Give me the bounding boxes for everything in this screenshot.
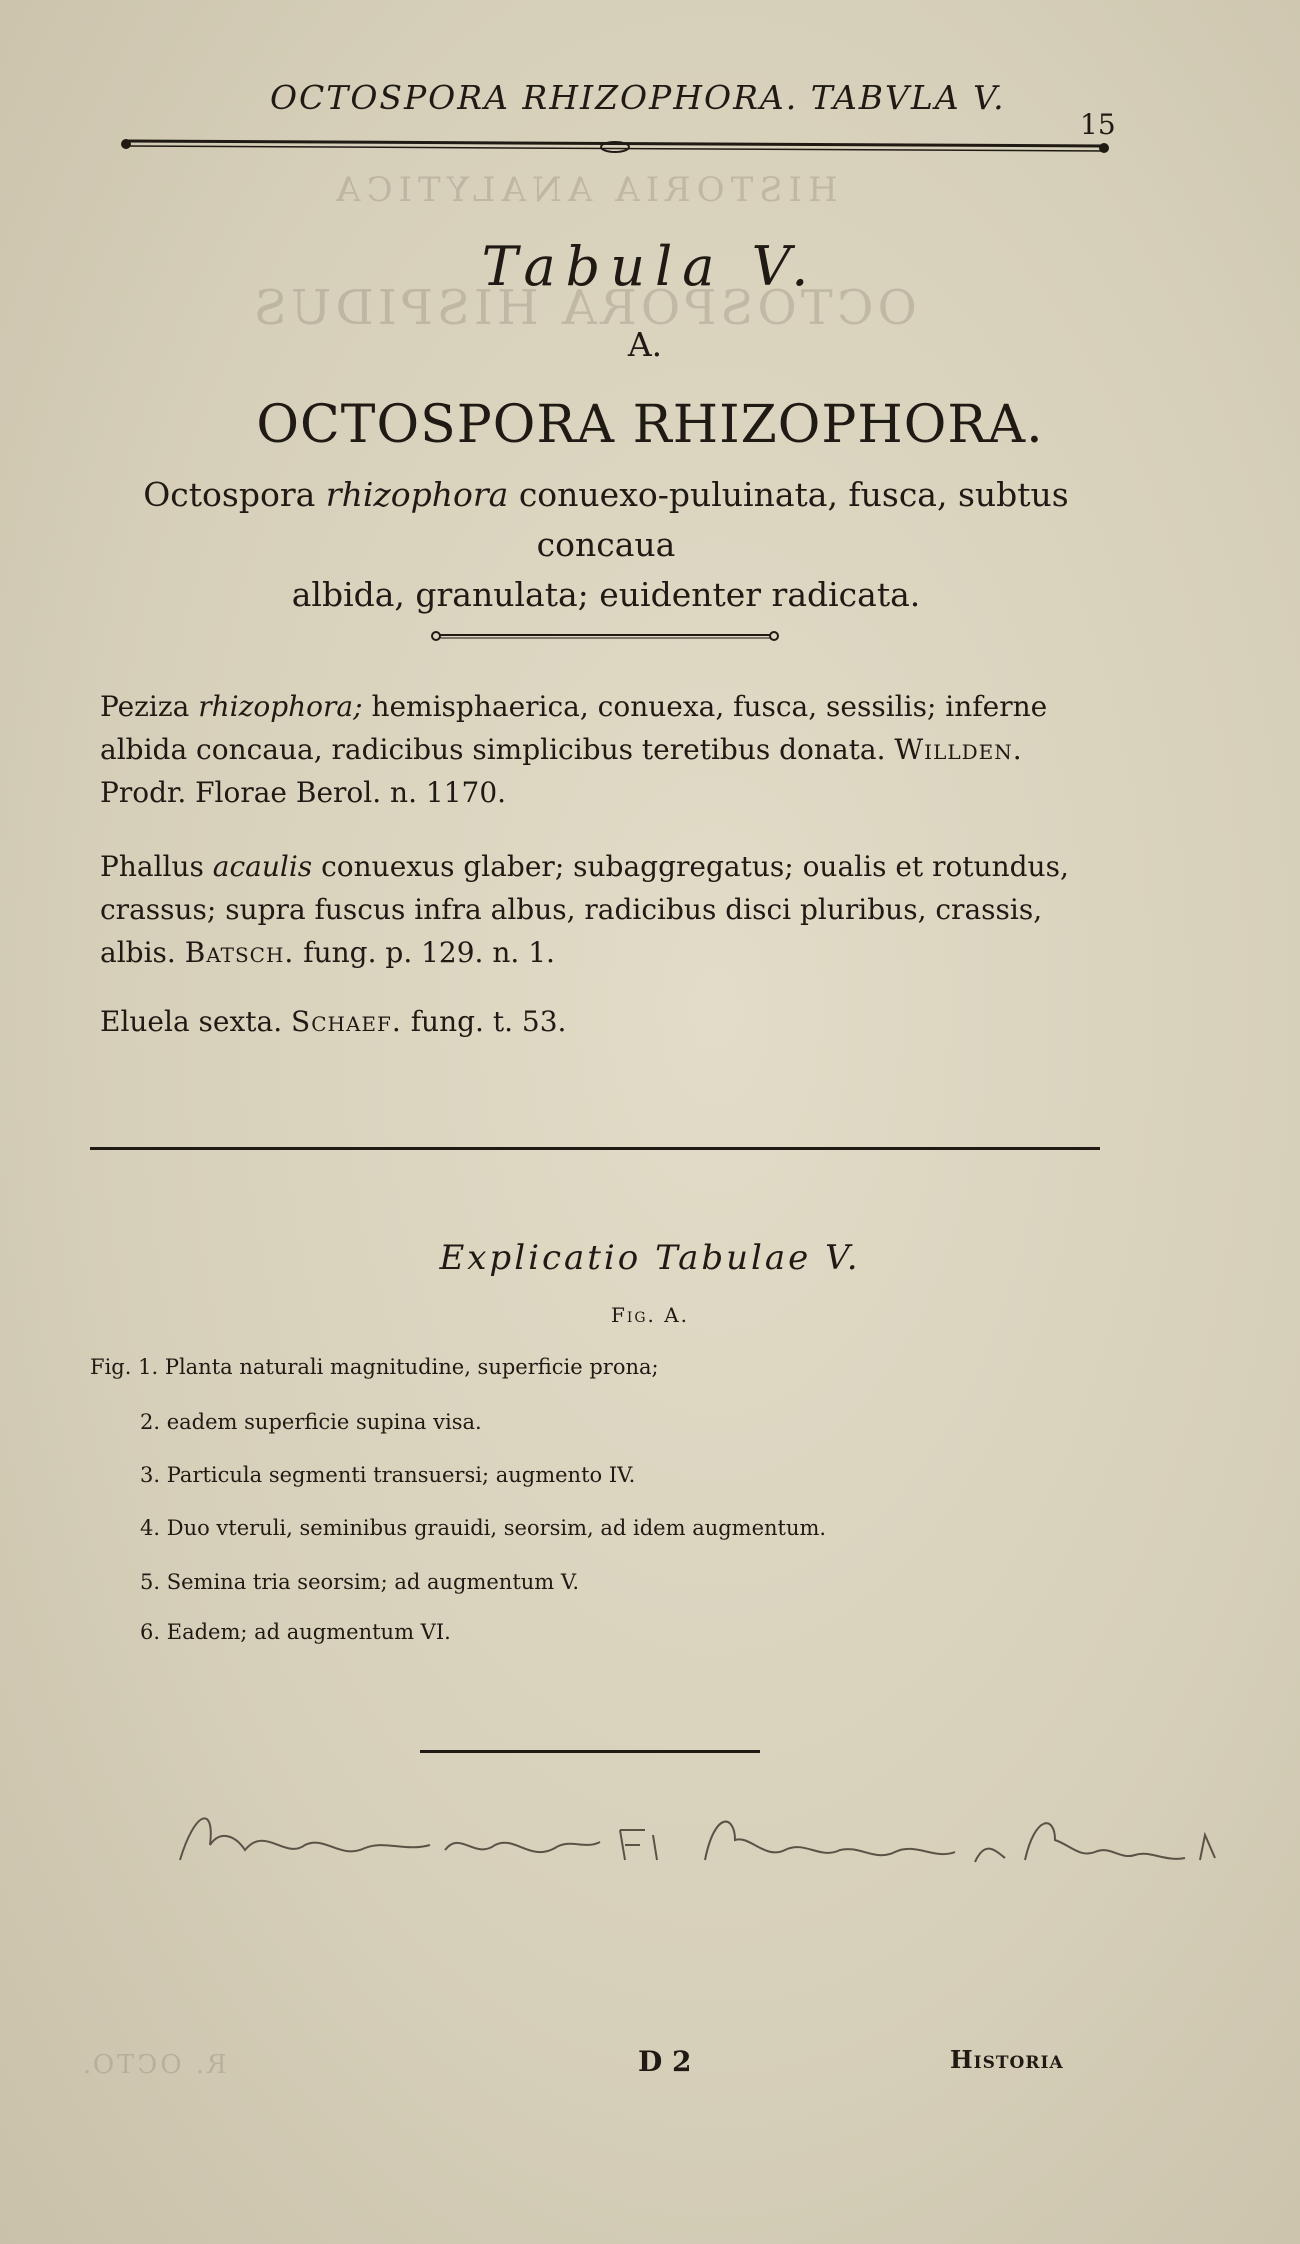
synonym-phallus [100,845,1108,974]
handwritten-annotation [175,1790,1235,1880]
catchword: Historia [950,2045,1064,2074]
diagnosis-text-1: conuexo-puluinata, fusca, subtus concaua [518,475,1069,564]
figure-text: Particula segmenti transuersi; augmento IV. [166,1463,636,1487]
species-diagnosis [102,470,1110,620]
figure-text: Eadem; ad augmentum VI. [166,1620,451,1644]
synonym-reference: fung. t. 53. [410,1005,567,1038]
figure-number: Fig. 1. [90,1355,159,1379]
synonym-reference: Prodr. Florae Berol. n. 1170. [100,776,507,809]
synonym-author: Batsch. [184,936,295,969]
running-head: OCTOSPORA RHIZOPHORA. TABVLA V. [270,78,1006,117]
figure-number: 5. [140,1570,161,1594]
synonym-author: Willden. [894,733,1023,766]
synonym-description: hemisphaerica, conuexa, fusca, sessilis; inferne albida concaua, radicibus simplicibus teretibus donata. [100,690,1048,766]
explanation-title: Explicatio Tabulae V. [439,1238,861,1278]
synonym-eluela [100,1000,1108,1043]
figure-text: Duo vteruli, seminibus grauidi, seorsim, ad idem augmentum. [166,1516,827,1540]
synonym-epithet: rhizophora; [198,690,363,723]
synonym-genus: Eluela sexta. [100,1005,283,1038]
handwritten-annotation-text: Rhizina laevigata Fr. British Discomycetes Phillips page 41 [175,1790,205,1791]
synonym-peziza [100,685,1108,814]
ornamental-rule-middle [430,630,780,642]
closing-rule [420,1750,760,1753]
synonym-genus: Peziza [100,690,190,723]
synonym-reference: fung. p. 129. n. 1. [303,936,555,969]
figure-caption [90,1355,659,1379]
synonym-genus: Phallus [100,850,204,883]
synonym-epithet: acaulis [212,850,313,883]
figure-number: 4. [140,1516,161,1540]
figure-caption [140,1516,826,1540]
figure-text: Semina tria seorsim; ad augmentum V. [166,1570,580,1594]
figure-number: 2. [140,1410,161,1434]
figure-caption [140,1620,451,1644]
diagnosis-epithet: rhizophora [325,475,509,514]
figure-number: 3. [140,1463,161,1487]
figure-text: eadem superficie supina visa. [166,1410,482,1434]
species-name: OCTOSPORA RHIZOPHORA. [256,395,1044,455]
ornamental-rule-top [120,132,1110,156]
synonym-description: conuexus glaber; subaggregatus; oualis et rotundus, crassus; supra fuscus infra albus, radicibus disci pluribus, crassis, albis. [100,850,1069,969]
diagnosis-text-2: albida, granulata; euidenter radicata. [291,575,921,614]
figure-caption [140,1410,482,1434]
page-number: 15 [1080,108,1116,141]
bleed-through-footer: R. OCTO. [80,2050,227,2080]
figure-number: 6. [140,1620,161,1644]
signature-mark: D 2 [638,2045,692,2078]
figure-caption [140,1463,635,1487]
bleed-through-head: HISTORIA ANALYTICA [330,170,838,210]
synonym-author: Schaef. [291,1005,402,1038]
figure-caption [140,1570,579,1594]
section-letter: A. [627,325,663,364]
figure-heading: Fig. A. [610,1303,690,1327]
bleed-through-title: OCTOSPORA HISPIDUS [250,280,917,336]
section-divider [90,1147,1100,1150]
figure-text: Planta naturali magnitudine, superficie prona; [164,1355,659,1379]
plate-title: Tabula V. [481,235,819,298]
diagnosis-genus: Octospora [143,475,316,514]
